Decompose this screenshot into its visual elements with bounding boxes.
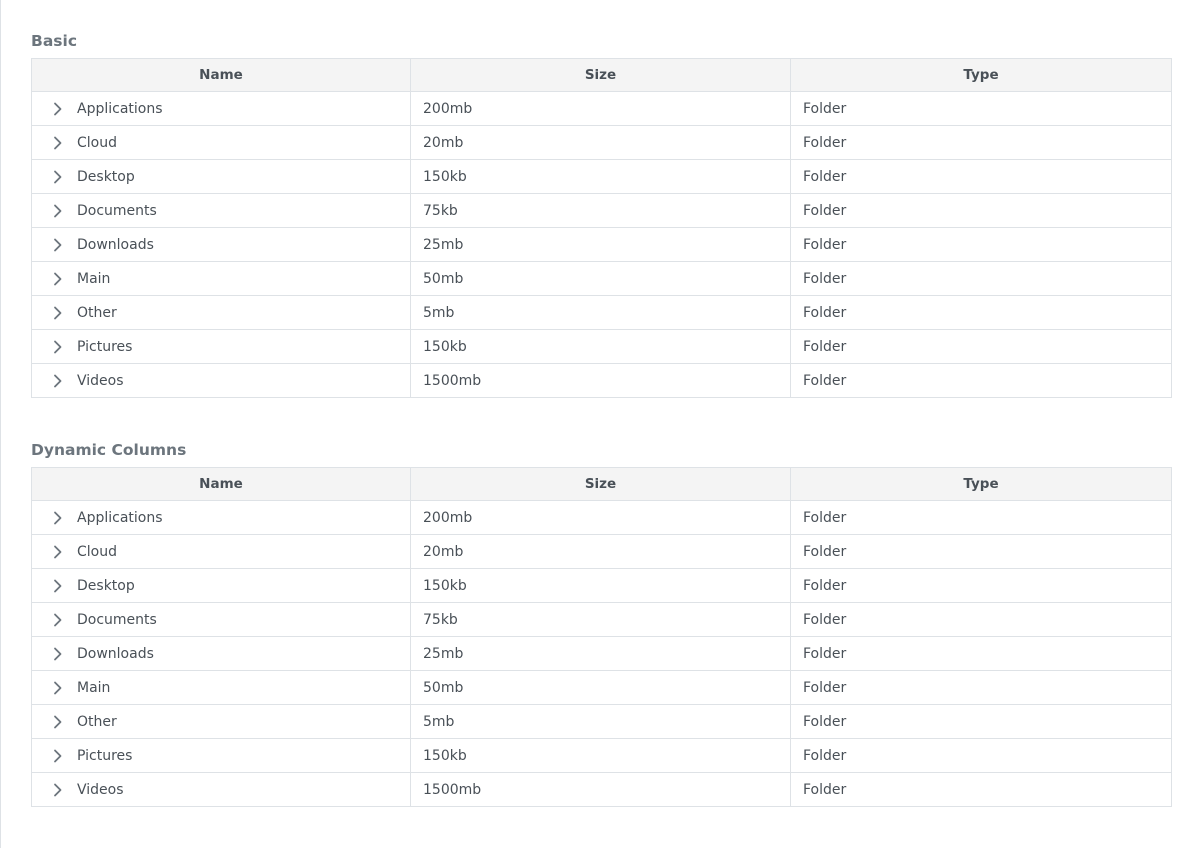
row-toggler-button[interactable] <box>48 746 68 766</box>
row-toggler-button[interactable] <box>48 167 68 187</box>
name-cell <box>32 569 411 603</box>
row-toggler-button[interactable] <box>48 201 68 221</box>
name-cell-content <box>44 364 398 397</box>
name-cell <box>32 603 411 637</box>
row-toggler-button[interactable] <box>48 610 68 630</box>
size-cell: 150kb <box>411 739 791 773</box>
size-cell: 25mb <box>411 228 791 262</box>
name-cell <box>32 773 411 807</box>
size-cell: 75kb <box>411 194 791 228</box>
size-cell: 25mb <box>411 637 791 671</box>
name-cell <box>32 501 411 535</box>
size-cell: 5mb <box>411 705 791 739</box>
name-cell <box>32 228 411 262</box>
row-name-label: Main <box>77 679 111 696</box>
size-cell: 150kb <box>411 160 791 194</box>
name-cell-content <box>44 92 398 125</box>
row-name-label: Videos <box>77 781 124 798</box>
name-cell-content <box>44 262 398 295</box>
chevron-right-icon <box>53 272 63 286</box>
size-cell: 1500mb <box>411 364 791 398</box>
size-cell: 1500mb <box>411 773 791 807</box>
row-name-label: Documents <box>77 202 157 219</box>
name-cell-content <box>44 603 398 636</box>
row-toggler-button[interactable] <box>48 99 68 119</box>
chevron-right-icon <box>53 749 63 763</box>
name-cell-content <box>44 160 398 193</box>
row-toggler-button[interactable] <box>48 712 68 732</box>
type-cell: Folder <box>791 535 1172 569</box>
name-cell-content <box>44 637 398 670</box>
type-cell: Folder <box>791 228 1172 262</box>
row-name-label: Cloud <box>77 543 117 560</box>
row-name-label: Applications <box>77 100 163 117</box>
name-cell <box>32 92 411 126</box>
row-name-label: Applications <box>77 509 163 526</box>
type-cell: Folder <box>791 296 1172 330</box>
chevron-right-icon <box>53 613 63 627</box>
name-cell-content <box>44 126 398 159</box>
name-cell-content <box>44 501 398 534</box>
table-row[interactable] <box>32 739 1172 773</box>
row-name-label: Pictures <box>77 338 133 355</box>
type-cell: Folder <box>791 637 1172 671</box>
table-header-row <box>32 468 1172 501</box>
column-header-name[interactable]: Name <box>32 468 411 501</box>
size-cell: 150kb <box>411 569 791 603</box>
name-cell <box>32 194 411 228</box>
size-cell: 20mb <box>411 126 791 160</box>
column-header-type[interactable]: Type <box>791 59 1172 92</box>
size-cell: 150kb <box>411 330 791 364</box>
chevron-right-icon <box>53 374 63 388</box>
chevron-right-icon <box>53 579 63 593</box>
table-row[interactable] <box>32 364 1172 398</box>
row-toggler-button[interactable] <box>48 576 68 596</box>
row-name-label: Desktop <box>77 577 135 594</box>
size-cell: 50mb <box>411 671 791 705</box>
chevron-right-icon <box>53 681 63 695</box>
size-cell: 5mb <box>411 296 791 330</box>
row-name-label: Other <box>77 713 117 730</box>
name-cell <box>32 126 411 160</box>
chevron-right-icon <box>53 170 63 184</box>
row-toggler-button[interactable] <box>48 269 68 289</box>
chevron-right-icon <box>53 306 63 320</box>
row-name-label: Main <box>77 270 111 287</box>
name-cell <box>32 739 411 773</box>
type-cell: Folder <box>791 92 1172 126</box>
row-toggler-button[interactable] <box>48 235 68 255</box>
tree-table-dynamic-columns <box>31 467 1172 807</box>
size-cell: 20mb <box>411 535 791 569</box>
size-cell: 200mb <box>411 92 791 126</box>
table-row[interactable] <box>32 160 1172 194</box>
name-cell <box>32 296 411 330</box>
name-cell <box>32 637 411 671</box>
table-row[interactable] <box>32 773 1172 807</box>
row-toggler-button[interactable] <box>48 133 68 153</box>
type-cell: Folder <box>791 330 1172 364</box>
row-name-label: Documents <box>77 611 157 628</box>
section-title: Dynamic Columns <box>31 441 187 459</box>
type-cell: Folder <box>791 739 1172 773</box>
table-body <box>32 92 1172 398</box>
table-row[interactable] <box>32 671 1172 705</box>
chevron-right-icon <box>53 783 63 797</box>
column-header-size[interactable]: Size <box>411 59 791 92</box>
name-cell-content <box>44 194 398 227</box>
row-name-label: Other <box>77 304 117 321</box>
table-row[interactable] <box>32 194 1172 228</box>
type-cell: Folder <box>791 501 1172 535</box>
name-cell-content <box>44 228 398 261</box>
chevron-right-icon <box>53 715 63 729</box>
column-header-size[interactable]: Size <box>411 468 791 501</box>
row-toggler-button[interactable] <box>48 337 68 357</box>
name-cell-content <box>44 705 398 738</box>
row-toggler-button[interactable] <box>48 508 68 528</box>
size-cell: 50mb <box>411 262 791 296</box>
type-cell: Folder <box>791 705 1172 739</box>
row-name-label: Desktop <box>77 168 135 185</box>
chevron-right-icon <box>53 511 63 525</box>
type-cell: Folder <box>791 773 1172 807</box>
type-cell: Folder <box>791 160 1172 194</box>
name-cell-content <box>44 671 398 704</box>
table-row[interactable] <box>32 535 1172 569</box>
name-cell <box>32 160 411 194</box>
row-toggler-button[interactable] <box>48 780 68 800</box>
table-row[interactable] <box>32 501 1172 535</box>
section-title: Basic <box>31 32 78 50</box>
column-header-name[interactable]: Name <box>32 59 411 92</box>
type-cell: Folder <box>791 262 1172 296</box>
table-row[interactable] <box>32 262 1172 296</box>
table-row[interactable] <box>32 330 1172 364</box>
table-row[interactable] <box>32 603 1172 637</box>
name-cell <box>32 364 411 398</box>
table-row[interactable] <box>32 228 1172 262</box>
chevron-right-icon <box>53 102 63 116</box>
type-cell: Folder <box>791 603 1172 637</box>
section-dynamic-columns <box>31 433 1171 807</box>
chevron-right-icon <box>53 204 63 218</box>
name-cell <box>32 330 411 364</box>
table-row[interactable] <box>32 637 1172 671</box>
type-cell: Folder <box>791 194 1172 228</box>
row-toggler-button[interactable] <box>48 303 68 323</box>
name-cell-content <box>44 773 398 806</box>
name-cell-content <box>44 739 398 772</box>
name-cell <box>32 262 411 296</box>
name-cell <box>32 535 411 569</box>
row-name-label: Downloads <box>77 645 154 662</box>
table-row[interactable] <box>32 569 1172 603</box>
type-cell: Folder <box>791 569 1172 603</box>
row-toggler-button[interactable] <box>48 542 68 562</box>
table-row[interactable] <box>32 705 1172 739</box>
row-name-label: Cloud <box>77 134 117 151</box>
table-row[interactable] <box>32 126 1172 160</box>
chevron-right-icon <box>53 340 63 354</box>
name-cell <box>32 705 411 739</box>
name-cell <box>32 671 411 705</box>
section-basic <box>31 24 1171 398</box>
size-cell: 75kb <box>411 603 791 637</box>
type-cell: Folder <box>791 364 1172 398</box>
table-header-row <box>32 59 1172 92</box>
tree-table-basic <box>31 58 1172 398</box>
row-toggler-button[interactable] <box>48 371 68 391</box>
table-row[interactable] <box>32 92 1172 126</box>
name-cell-content <box>44 535 398 568</box>
type-cell: Folder <box>791 126 1172 160</box>
row-name-label: Videos <box>77 372 124 389</box>
type-cell: Folder <box>791 671 1172 705</box>
table-row[interactable] <box>32 296 1172 330</box>
row-toggler-button[interactable] <box>48 644 68 664</box>
row-name-label: Downloads <box>77 236 154 253</box>
chevron-right-icon <box>53 136 63 150</box>
size-cell: 200mb <box>411 501 791 535</box>
table-body <box>32 501 1172 807</box>
name-cell-content <box>44 330 398 363</box>
chevron-right-icon <box>53 647 63 661</box>
chevron-right-icon <box>53 238 63 252</box>
row-toggler-button[interactable] <box>48 678 68 698</box>
name-cell-content <box>44 296 398 329</box>
row-name-label: Pictures <box>77 747 133 764</box>
name-cell-content <box>44 569 398 602</box>
chevron-right-icon <box>53 545 63 559</box>
column-header-type[interactable]: Type <box>791 468 1172 501</box>
